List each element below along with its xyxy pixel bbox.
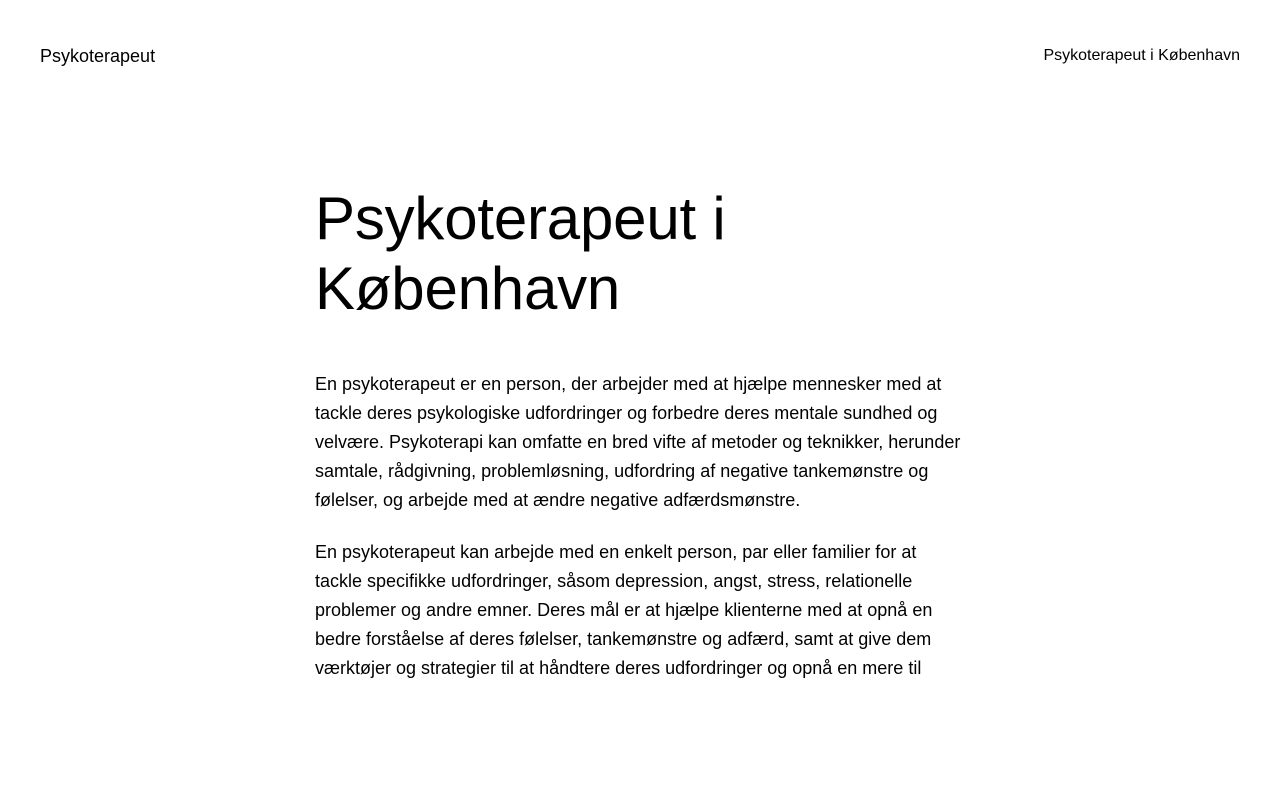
main-content — [315, 184, 965, 706]
site-navigation — [1043, 48, 1240, 64]
page-title: Psykoterapeut i København — [315, 185, 726, 322]
paragraph-2: En psykoterapeut kan arbejde med en enkelt person, par eller familier for at tackle specifikke udfordringer, såsom depression, angst, stress, relationelle problemer og andre emner. Deres mål er at hjælpe klienterne med at opnå en bedre forståelse af deres følelser, tankemønstre og adfærd, samt at give dem værktøjer og strategier til at håndtere deres udfordringer og opnå en mere til — [315, 542, 933, 678]
paragraph-1: En psykoterapeut er en person, der arbejder med at hjælpe mennesker med at tackle deres psykologiske udfordringer og forbedre deres mentale sundhed og velvære. Psykoterapi kan omfatte en bred vifte af metoder og teknikker, herunder samtale, rådgivning, problemløsning, udfordring af negative tankemønstre og følelser, og arbejde med at ændre negative adfærdsmønstre. — [315, 374, 961, 510]
nav-link-psykoterapeut-i-koebenhavn[interactable]: Psykoterapeut i København — [1043, 47, 1240, 64]
site-header — [0, 0, 1280, 112]
site-title-link[interactable]: Psykoterapeut — [40, 46, 156, 66]
article-body — [315, 370, 965, 683]
